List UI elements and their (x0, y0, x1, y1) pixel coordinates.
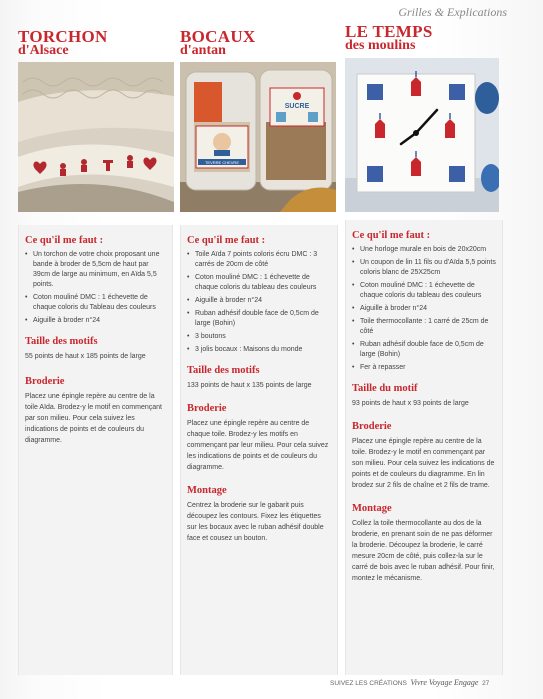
mounting-heading: Montage (187, 485, 227, 496)
article-title (180, 27, 340, 58)
embroidery-heading: Broderie (352, 421, 392, 432)
instructions-panel (180, 225, 338, 675)
needs-item: • Aiguille à broder n°24 (352, 304, 496, 314)
size-text: 55 points de haut x 185 points de large (25, 353, 146, 360)
needs-item: • Une horloge murale en bois de 20x20cm (352, 245, 496, 255)
needs-item: • Toile Aïda 7 points coloris écru DMC : 3 carrés de 20cm de côté (187, 250, 331, 270)
instructions-panel (18, 225, 173, 675)
needs-item: • Coton mouliné DMC : 1 échevette de chaque coloris du Tableau des couleurs (25, 293, 166, 313)
title-line-1: TORCHON (18, 27, 108, 46)
photo-clock (345, 58, 499, 212)
size-heading: Taille des motifs (25, 336, 98, 347)
needs-item: • Coton mouliné DMC : 1 échevette de chaque coloris du tableau des couleurs (187, 273, 331, 293)
embroidery-text: Placez une épingle repère au centre de la toile. Brodez-y le motif en commençant par son milieu. Pour cela suivez les indications de points et de couleurs du diagramme. En lin brodez sur 2 fils de chaîne et 2 fils de trame. (352, 438, 495, 489)
needs-heading: Ce qu'il me faut : (25, 235, 104, 246)
mounting-text: Centrez la broderie sur le gabarit puis découpez les contours. Fixez les étiquettes sur les bocaux avec le ruban adhésif double face et cousez un bouton. (187, 502, 324, 542)
needs-item: • 3 jolis bocaux : Maisons du monde (187, 345, 331, 355)
title-line-1: LE TEMPS (345, 22, 433, 41)
title-line-2: d'Alsace (18, 43, 69, 58)
mounting-text: Collez la toile thermocollante au dos de la broderie, en prenant soin de ne pas déformer la broderie. Découpez la broderie, le carré mesure 20cm de côté, puis collez-la sur le carré de bois avec le ruban adhésif. Pour finir, montez le mécanisme. (352, 520, 495, 582)
needs-item: • Ruban adhésif double face de 0,5cm de large (Bohin) (187, 309, 331, 329)
size-text: 93 points de haut x 93 points de large (352, 400, 469, 407)
size-text: 133 points de haut x 135 points de large (187, 382, 312, 389)
mounting-heading: Montage (352, 503, 392, 514)
jar-label-1: TEVRRE CHEVRE (204, 160, 240, 165)
needs-item: • Ruban adhésif double face de 0,5cm de large (Bohin) (352, 340, 496, 360)
size-heading: Taille du motif (352, 383, 418, 394)
needs-item: • Un torchon de votre choix proposant une bande à broder de 5,5cm de haut par 39cm de large au minimum, en Aïda 5,5 points. (25, 250, 166, 290)
needs-heading: Ce qu'il me faut : (187, 235, 266, 246)
needs-item: • Toile thermocollante : 1 carré de 25cm de côté (352, 317, 496, 337)
needs-item: • Coton mouliné DMC : 1 échevette de chaque coloris du tableau des couleurs (352, 281, 496, 301)
footer-brand: Vivre Voyage Engage (410, 678, 479, 687)
embroidery-heading: Broderie (25, 376, 65, 387)
title-line-2: des moulins (345, 38, 416, 53)
needs-item: • 3 boutons (187, 332, 331, 342)
page-footer (330, 678, 489, 687)
jar-label-2: SUCRE (284, 103, 310, 110)
needs-item: • Un coupon de lin 11 fils ou d'Aïda 5,5 points coloris blanc de 25X25cm (352, 258, 496, 278)
article-title (18, 27, 178, 58)
size-heading: Taille des motifs (187, 365, 260, 376)
needs-item: • Fer à repasser (352, 363, 496, 373)
title-line-1: BOCAUX (180, 27, 256, 46)
photo-bocaux (180, 62, 336, 212)
title-line-2: d'antan (180, 43, 226, 58)
needs-item: • Aiguille à broder n°24 (187, 296, 331, 306)
instructions-panel (345, 220, 503, 675)
embroidery-heading: Broderie (187, 403, 227, 414)
footer-text: SUIVEZ LES CRÉATIONS (330, 680, 407, 687)
article-title (345, 22, 505, 53)
section-header: Grilles & Explications (398, 5, 507, 19)
needs-heading: Ce qu'il me faut : (352, 230, 431, 241)
needs-item: • Aiguille à broder n°24 (25, 316, 166, 326)
embroidery-text: Placez une épingle repère au centre de chaque toile. Brodez-y les motifs en commençant par leur milieu. Pour cela suivez les indications de points et de couleurs du diagramme. (187, 420, 329, 471)
photo-torchon (18, 62, 174, 212)
embroidery-text: Placez une épingle repère au centre de la toile Aïda. Brodez-y le motif en commençant par son milieu. Pour cela suivez les indications de points et de couleurs du diagramme. (25, 393, 162, 444)
page-number: 27 (482, 680, 490, 687)
